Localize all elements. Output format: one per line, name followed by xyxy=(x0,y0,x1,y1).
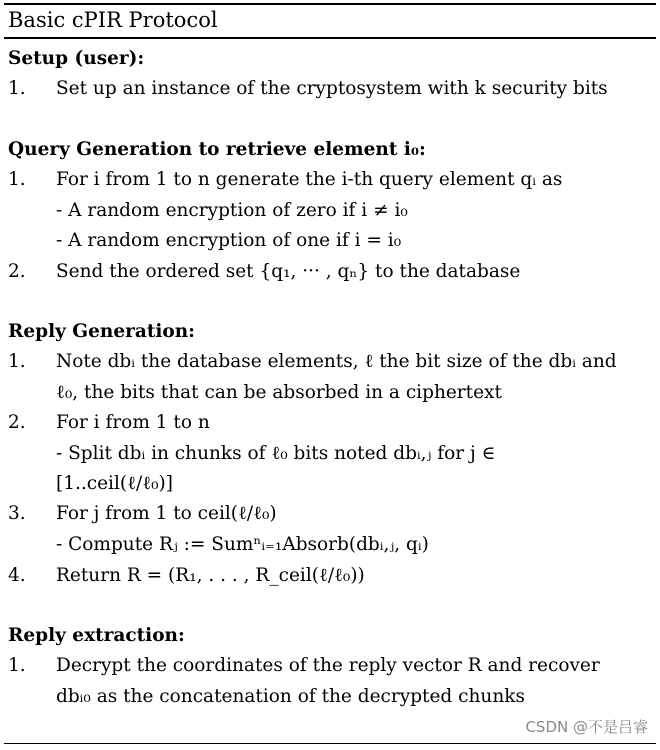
item-text: For j from 1 to ceil(ℓ/ℓ₀) xyxy=(56,503,277,524)
item-text-continued: ℓ₀, the bits that can be absorbed in a ciphertext xyxy=(56,382,502,403)
item-text: Note dbᵢ the database elements, ℓ the bit size of the dbᵢ and xyxy=(56,351,617,372)
item-text: Set up an instance of the cryptosystem with k security bits xyxy=(56,78,608,99)
title-rule xyxy=(4,37,656,39)
item-number: 2. xyxy=(8,412,26,433)
item-text: Return R = (R₁, . . . , R_ceil(ℓ/ℓ₀)) xyxy=(56,565,365,586)
item-number: 4. xyxy=(8,565,26,586)
bottom-rule xyxy=(4,743,656,744)
protocol-box xyxy=(4,0,656,750)
setup-heading: Setup (user): xyxy=(8,48,145,69)
item-text: Send the ordered set {q₁, ··· , qₙ} to the database xyxy=(56,261,521,282)
subitem-text-continued: [1..ceil(ℓ/ℓ₀)] xyxy=(56,473,173,494)
item-number: 1. xyxy=(8,169,26,190)
item-text-continued: dbᵢ₀ as the concatenation of the decrypted chunks xyxy=(56,686,525,707)
protocol-title: Basic cPIR Protocol xyxy=(8,8,218,32)
subitem-text: - A random encryption of zero if i ≠ i₀ xyxy=(56,200,408,221)
item-text: Decrypt the coordinates of the reply vector R and recover xyxy=(56,655,600,676)
item-number: 1. xyxy=(8,78,26,99)
reply-extraction-heading: Reply extraction: xyxy=(8,625,185,646)
subitem-text: - Split dbᵢ in chunks of ℓ₀ bits noted dbᵢ,ⱼ for j ∈ xyxy=(56,443,496,464)
item-number: 2. xyxy=(8,261,26,282)
subitem-text: - A random encryption of one if i = i₀ xyxy=(56,230,402,251)
top-rule xyxy=(4,3,656,5)
query-heading: Query Generation to retrieve element i₀: xyxy=(8,139,426,160)
item-number: 3. xyxy=(8,503,26,524)
item-number: 1. xyxy=(8,351,26,372)
item-number: 1. xyxy=(8,655,26,676)
reply-generation-heading: Reply Generation: xyxy=(8,321,196,342)
subitem-text: - Compute Rⱼ := Sumⁿᵢ₌₁Absorb(dbᵢ,ⱼ, qᵢ) xyxy=(56,534,429,555)
item-text: For i from 1 to n xyxy=(56,412,210,433)
csdn-watermark: CSDN @不是吕睿 xyxy=(525,718,648,736)
item-text: For i from 1 to n generate the i-th query element qᵢ as xyxy=(56,169,563,190)
